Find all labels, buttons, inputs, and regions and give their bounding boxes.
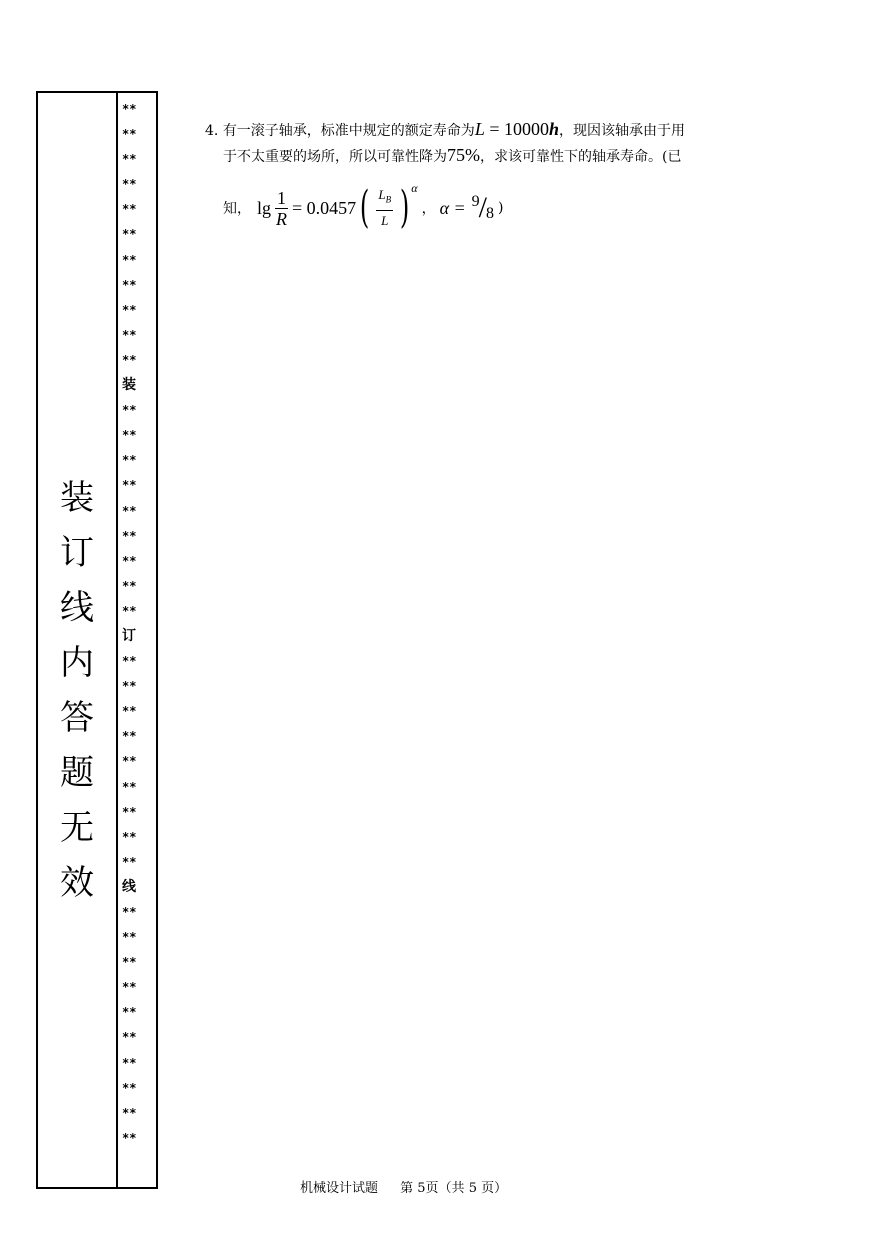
margin-binding-char: 线 — [122, 878, 136, 895]
inner-denominator: L — [381, 212, 389, 228]
formula-lg: lg — [257, 197, 272, 218]
margin-star-mark: ** — [122, 102, 137, 116]
question-text-1a: 有一滚子轴承，标准中规定的额定寿命为 — [222, 123, 475, 139]
right-paren: ) — [399, 182, 410, 233]
formula-fraction — [274, 188, 289, 229]
margin-star-mark: ** — [122, 127, 137, 142]
margin-star-mark: ** — [122, 1055, 137, 1070]
binding-warning-char: 效 — [60, 863, 94, 903]
margin-star-mark: ** — [122, 453, 137, 468]
page-footer — [300, 1177, 507, 1196]
margin-star-mark: ** — [122, 553, 137, 568]
alpha-label: α = — [439, 197, 466, 218]
margin-star-mark: ** — [122, 302, 137, 317]
rated-life-formula: L = 10000h — [474, 119, 559, 139]
alpha-slash: / — [478, 191, 488, 224]
margin-star-mark: ** — [122, 729, 137, 744]
margin-star-mark: ** — [122, 252, 137, 267]
inner-numerator: $L_B$ — [376, 185, 393, 211]
margin-star-mark: ** — [122, 202, 137, 217]
alpha-fraction — [472, 191, 494, 225]
margin-star-mark: ** — [122, 829, 137, 844]
margin-star-mark: ** — [122, 779, 137, 794]
question-4 — [205, 117, 805, 169]
fraction-numerator: 1 — [277, 187, 287, 208]
question-number: 4. — [205, 123, 219, 139]
question-text-2b: ，求该可靠性下的轴承寿命。(已 — [480, 149, 682, 165]
margin-star-mark: ** — [122, 1030, 137, 1045]
margin-star-mark: ** — [122, 352, 137, 367]
margin-star-mark: ** — [122, 804, 137, 819]
margin-star-mark: ** — [122, 1130, 137, 1145]
alpha-denominator: 8 — [486, 205, 495, 222]
margin-binding-char: 装 — [122, 377, 136, 394]
margin-star-mark: ** — [122, 955, 137, 970]
binding-warning-char: 线 — [60, 588, 94, 628]
margin-star-mark: ** — [122, 403, 137, 418]
margin-star-mark: ** — [122, 930, 137, 945]
question-text-1b: ，现因该轴承由于用 — [559, 123, 685, 139]
alpha-numerator: 9 — [471, 193, 480, 210]
binding-warning-char: 内 — [60, 643, 94, 683]
reliability-value: 75% — [447, 145, 480, 165]
binding-warning-char: 装 — [60, 478, 94, 518]
margin-star-mark: ** — [122, 679, 137, 694]
margin-star-mark: ** — [122, 177, 137, 192]
margin-star-mark: ** — [122, 654, 137, 669]
margin-star-mark: ** — [122, 1080, 137, 1095]
margin-star-mark: ** — [122, 1005, 137, 1020]
margin-star-mark: ** — [122, 754, 137, 769]
margin-star-mark: ** — [122, 578, 137, 593]
margin-star-mark: ** — [122, 980, 137, 995]
margin-star-mark: ** — [122, 478, 137, 493]
margin-star-mark: ** — [122, 428, 137, 443]
fraction-denominator: R — [276, 208, 288, 229]
binding-divider — [116, 93, 118, 1187]
formula-exponent: α — [411, 180, 418, 195]
margin-star-mark: ** — [122, 1105, 137, 1120]
margin-star-mark: ** — [122, 905, 137, 919]
binding-warning-char: 无 — [60, 808, 94, 848]
margin-star-mark: ** — [122, 227, 137, 242]
question-line-2 — [205, 143, 805, 169]
binding-warning-char: 订 — [60, 533, 94, 573]
margin-binding-char: 订 — [122, 627, 136, 644]
footer-course: 机械设计试题 — [300, 1181, 379, 1196]
inner-fraction — [376, 185, 393, 231]
question-text-2a: 于不太重要的场所，所以可靠性降为 — [223, 149, 447, 165]
binding-warning — [38, 471, 116, 911]
footer-page: 第 5页（共 5 页） — [400, 1181, 508, 1196]
given-formula — [223, 180, 503, 236]
margin-star-mark: ** — [122, 152, 137, 167]
margin-star-mark: ** — [122, 854, 137, 869]
binding-star-column — [122, 97, 158, 1151]
margin-star-mark: ** — [122, 528, 137, 543]
margin-star-mark: ** — [122, 277, 137, 292]
question-line-1 — [205, 117, 805, 143]
formula-close: ) — [498, 200, 504, 216]
given-prefix: 知， — [223, 201, 251, 217]
binding-margin — [36, 91, 158, 1189]
margin-star-mark: ** — [122, 704, 137, 719]
left-paren: ( — [360, 182, 370, 233]
margin-star-mark: ** — [122, 603, 137, 618]
formula-coefficient: = 0.0457 — [292, 197, 357, 218]
margin-star-mark: ** — [122, 503, 137, 518]
formula-separator: ， — [421, 201, 436, 217]
binding-warning-char: 答 — [60, 698, 94, 738]
margin-star-mark: ** — [122, 327, 137, 342]
binding-warning-char: 题 — [60, 753, 94, 793]
